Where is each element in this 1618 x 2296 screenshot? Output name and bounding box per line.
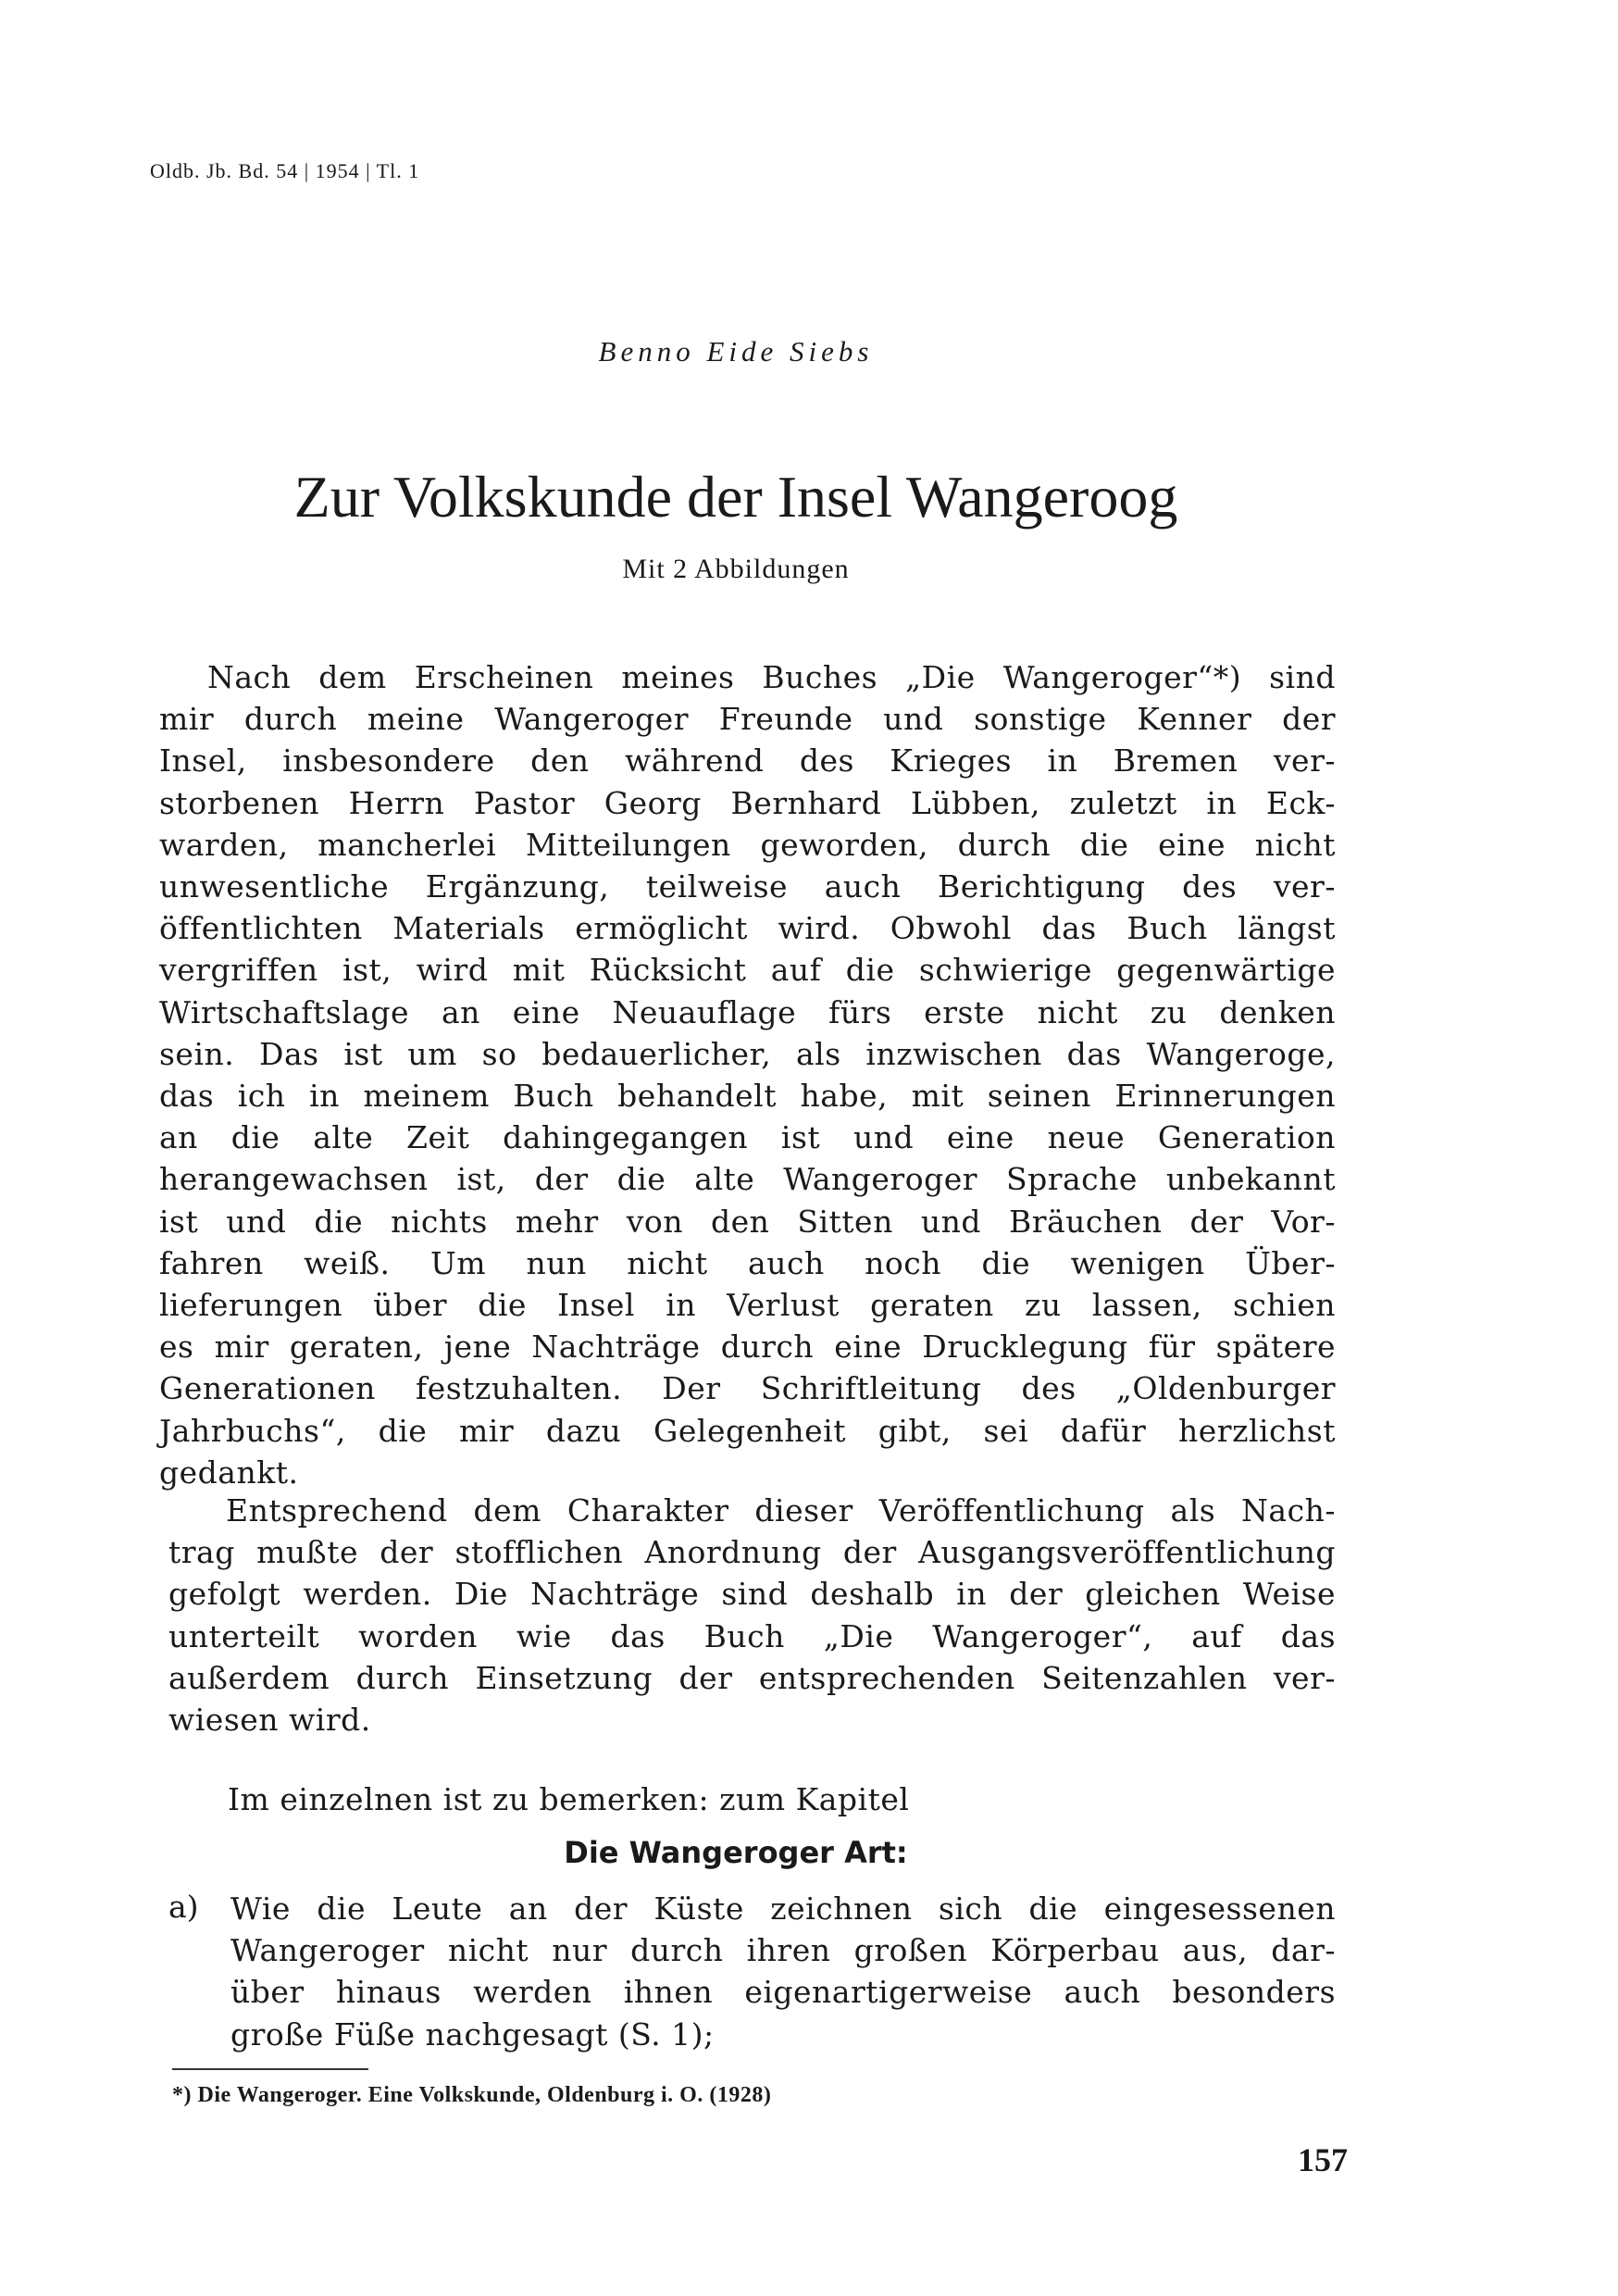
text-line: Wangeroger nicht nur durch ihren großen Körperbau aus, dar- bbox=[230, 1932, 1336, 1969]
text-line: an die alte Zeit dahingegangen ist und eine neue Generation bbox=[159, 1119, 1336, 1156]
text-line: es mir geraten, jene Nachträge durch eine Drucklegung für spätere bbox=[159, 1329, 1336, 1366]
item-a-label: a) bbox=[168, 1889, 199, 1925]
text-line: sein. Das ist um so bedauerlicher, als inzwischen das Wangeroge, bbox=[159, 1035, 1336, 1072]
paragraph-intro-chapter: Im einzelnen ist zu bemerken: zum Kapitel bbox=[228, 1781, 910, 1817]
text-line: öffentlichten Materials ermöglicht wird. Obwohl das Buch längst bbox=[159, 910, 1336, 947]
text-line: lieferungen über die Insel in Verlust geraten zu lassen, schien bbox=[159, 1287, 1336, 1323]
text-line: mir durch meine Wangeroger Freunde und sonstige Kenner der bbox=[159, 701, 1336, 738]
footnote: *) Die Wangeroger. Eine Volkskunde, Oldenburg i. O. (1928) bbox=[172, 2083, 772, 2107]
text-line: Wie die Leute an der Küste zeichnen sich die eingesessenen bbox=[230, 1890, 1336, 1927]
text-line: unterteilt worden wie das Buch „Die Wangeroger“, auf das bbox=[168, 1617, 1336, 1654]
journal-header: Oldb. Jb. Bd. 54 | 1954 | Tl. 1 bbox=[150, 159, 420, 182]
text-line: Wirtschaftslage an eine Neuauflage fürs erste nicht zu denken bbox=[159, 993, 1336, 1030]
article-title: Zur Volkskunde der Insel Wangeroog bbox=[293, 464, 1178, 530]
text-line: das ich in meinem Buch behandelt habe, mit seinen Erinnerungen bbox=[159, 1078, 1336, 1114]
text-line: unwesentliche Ergänzung, teilweise auch Berichtigung des ver- bbox=[159, 868, 1336, 905]
text-line: warden, mancherlei Mitteilungen geworden, durch die eine nicht bbox=[159, 826, 1336, 863]
text-line: storbenen Herrn Pastor Georg Bernhard Lübben, zuletzt in Eck- bbox=[159, 784, 1336, 821]
text-line: Generationen festzuhalten. Der Schriftleitung des „Oldenburger bbox=[159, 1370, 1336, 1407]
text-line: herangewachsen ist, der die alte Wangeroger Sprache unbekannt bbox=[159, 1161, 1336, 1198]
text-line: wiesen wird. bbox=[168, 1702, 371, 1738]
text-line: gedankt. bbox=[159, 1454, 299, 1491]
text-line: Entsprechend dem Charakter dieser Veröffentlichung als Nach- bbox=[226, 1492, 1336, 1529]
text-line: fahren weiß. Um nun nicht auch noch die wenigen Über- bbox=[159, 1244, 1336, 1281]
text-line: ist und die nichts mehr von den Sitten und Bräuchen der Vor- bbox=[159, 1203, 1336, 1240]
text-line: Jahrbuchs“, die mir dazu Gelegenheit gibt, sei dafür herzlichst bbox=[159, 1412, 1336, 1449]
text-line: vergriffen ist, wird mit Rücksicht auf die schwierige gegenwärtige bbox=[159, 952, 1336, 989]
text-line: Nach dem Erscheinen meines Buches „Die Wangeroger“*) sind bbox=[207, 659, 1336, 695]
text-line: große Füße nachgesagt (S. 1); bbox=[230, 2015, 715, 2053]
text-line: gefolgt werden. Die Nachträge sind deshalb in der gleichen Weise bbox=[168, 1576, 1336, 1613]
text-line: trag mußte der stofflichen Anordnung der Ausgangsveröffentlichung bbox=[168, 1534, 1336, 1571]
text-line: über hinaus werden ihnen eigenartigerweise auch besonders bbox=[230, 1974, 1336, 2011]
article-subtitle: Mit 2 Abbildungen bbox=[622, 554, 850, 584]
text-line: Insel, insbesondere den während des Krieges in Bremen ver- bbox=[159, 742, 1336, 780]
text-line: außerdem durch Einsetzung der entsprechenden Seitenzahlen ver- bbox=[168, 1659, 1336, 1696]
author-name: Benno Eide Siebs bbox=[598, 335, 874, 368]
page-number: 157 bbox=[1298, 2141, 1348, 2178]
section-heading: Die Wangeroger Art: bbox=[564, 1835, 908, 1870]
footnote-divider bbox=[172, 2068, 368, 2070]
